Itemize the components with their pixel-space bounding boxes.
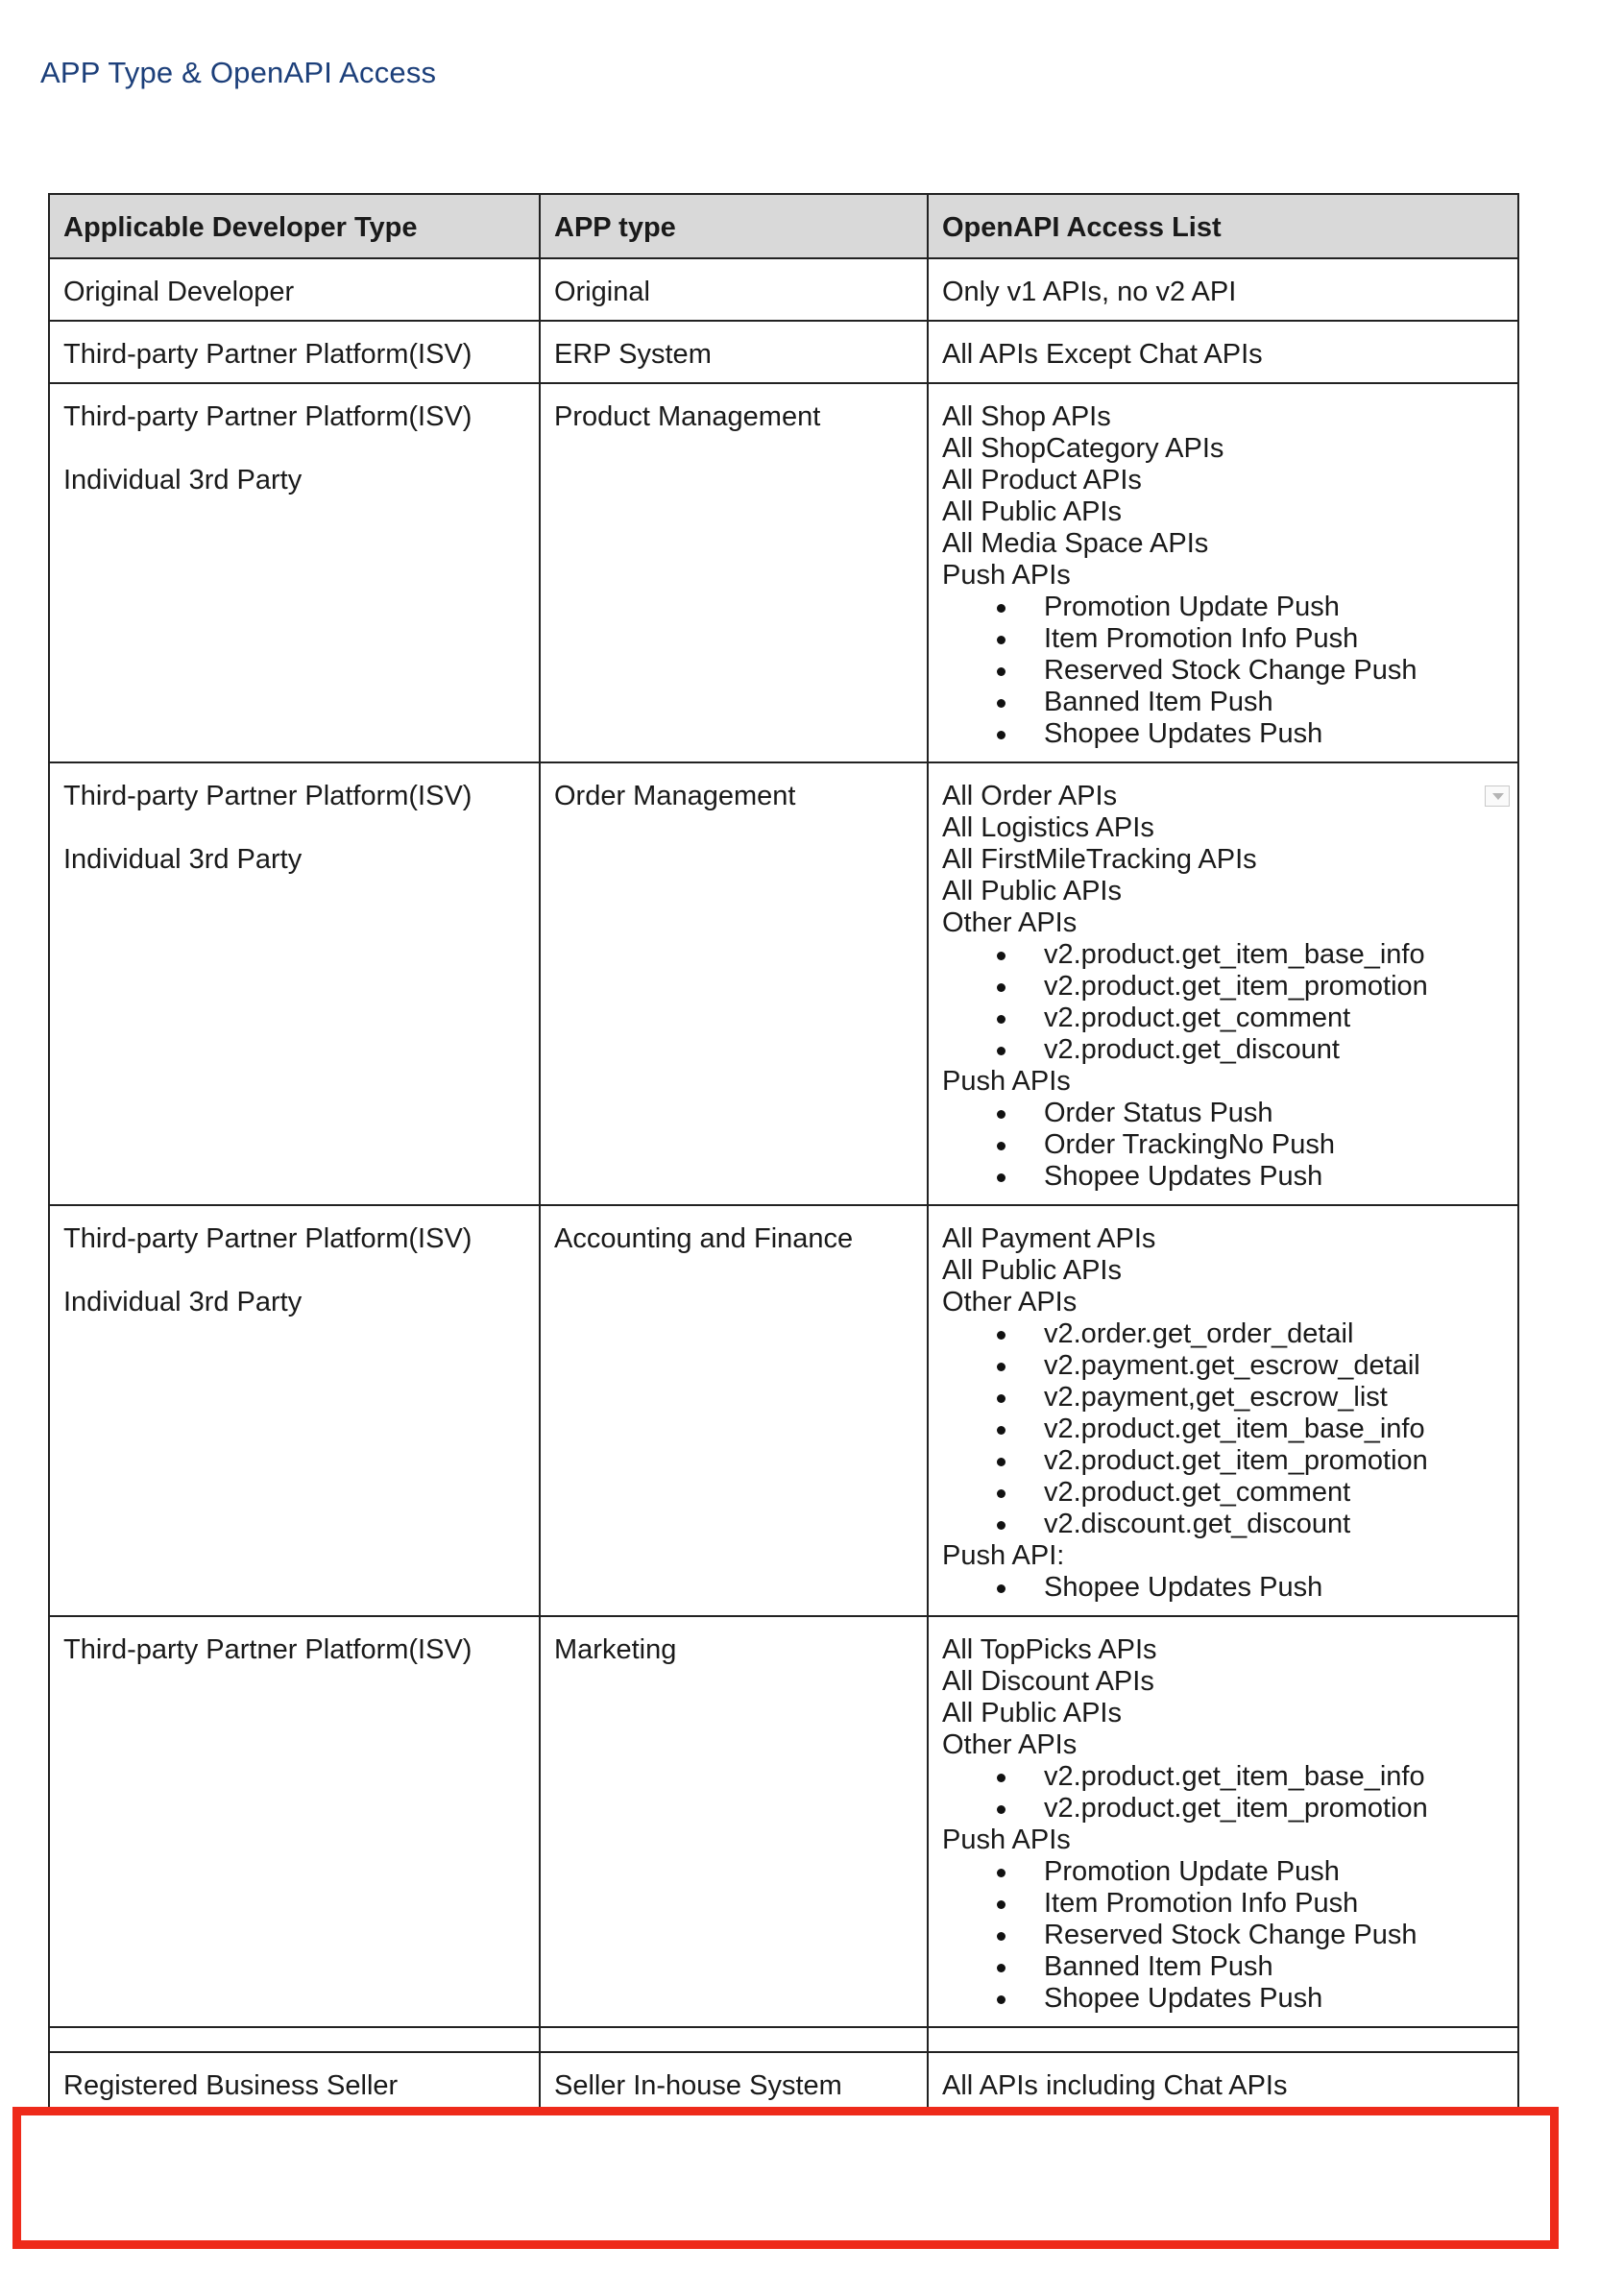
access-group: Other APIs — [942, 1287, 1078, 1317]
api-access-table — [48, 193, 1519, 2115]
app-type-cell: Accounting and Finance — [540, 1205, 928, 1616]
access-bullet-list — [942, 939, 1504, 1066]
table-row — [49, 762, 1518, 1205]
header-app-type: APP type — [540, 194, 928, 258]
access-bullet-list — [942, 1856, 1504, 2015]
access-bullet-list — [942, 1098, 1504, 1193]
table-row — [49, 321, 1518, 383]
access-bullet-item: Banned Item Push — [1044, 1951, 1504, 1983]
access-bullet-item: Shopee Updates Push — [1044, 1161, 1504, 1193]
access-bullet-item: v2.product.get_item_promotion — [1044, 1445, 1504, 1477]
table-header-row — [49, 194, 1518, 258]
access-group: Push APIs — [942, 1066, 1071, 1097]
access-group: Push APIs — [942, 560, 1071, 591]
developer-type: Registered Business Seller — [63, 2070, 399, 2101]
access-group: All TopPicks APIs — [942, 1634, 1157, 1665]
access-bullet-item: v2.discount.get_discount — [1044, 1509, 1504, 1540]
access-bullet-item: Promotion Update Push — [1044, 1856, 1504, 1888]
developer-type-cell — [49, 258, 540, 321]
access-bullet-item: v2.product.get_comment — [1044, 1477, 1504, 1509]
developer-type: Third-party Partner Platform(ISV) — [63, 1634, 472, 1665]
access-group: All Order APIs — [942, 781, 1118, 811]
developer-type-cell — [49, 1616, 540, 2027]
access-group: All Media Space APIs — [942, 528, 1209, 559]
access-group: All Public APIs — [942, 876, 1122, 906]
access-group: Other APIs — [942, 907, 1078, 938]
spacer-cell — [540, 2027, 928, 2052]
developer-type: Original Developer — [63, 277, 295, 307]
access-list-cell — [928, 383, 1518, 762]
access-group: All ShopCategory APIs — [942, 433, 1224, 464]
access-bullet-item: Reserved Stock Change Push — [1044, 655, 1504, 687]
page-title: APP Type & OpenAPI Access — [40, 56, 437, 89]
app-type-cell: Original — [540, 258, 928, 321]
access-bullet-item: v2.order.get_order_detail — [1044, 1318, 1504, 1350]
developer-type-cell — [49, 2052, 540, 2115]
app-type-cell: ERP System — [540, 321, 928, 383]
access-group: All Payment APIs — [942, 1223, 1156, 1254]
access-list-cell — [928, 2052, 1518, 2115]
access-bullet-item: Banned Item Push — [1044, 687, 1504, 718]
access-bullet-item: Shopee Updates Push — [1044, 1572, 1504, 1604]
developer-type-cell — [49, 1205, 540, 1616]
access-bullet-list — [942, 1318, 1504, 1540]
app-type-cell: Product Management — [540, 383, 928, 762]
access-bullet-item: v2.product.get_discount — [1044, 1034, 1504, 1066]
access-bullet-item: v2.payment.get_escrow_detail — [1044, 1350, 1504, 1382]
table-row — [49, 1616, 1518, 2027]
highlight-box — [12, 2107, 1559, 2249]
developer-type-cell — [49, 383, 540, 762]
access-list-cell — [928, 321, 1518, 383]
developer-type: Individual 3rd Party — [63, 465, 303, 495]
access-bullet-list — [942, 1572, 1504, 1604]
access-group: All FirstMileTracking APIs — [942, 844, 1257, 875]
access-group: All Product APIs — [942, 465, 1142, 495]
access-group: All Discount APIs — [942, 1666, 1154, 1697]
access-bullet-item: v2.payment,get_escrow_list — [1044, 1382, 1504, 1414]
access-list-cell — [928, 762, 1518, 1205]
access-bullet-item: Item Promotion Info Push — [1044, 623, 1504, 655]
table-row — [49, 1205, 1518, 1616]
access-bullet-item: v2.product.get_item_promotion — [1044, 971, 1504, 1003]
table-row — [49, 383, 1518, 762]
access-bullet-item: v2.product.get_item_promotion — [1044, 1793, 1504, 1825]
header-developer-type: Applicable Developer Type — [49, 194, 540, 258]
developer-type: Third-party Partner Platform(ISV) — [63, 781, 472, 811]
access-group: All Public APIs — [942, 496, 1122, 527]
access-list-cell — [928, 258, 1518, 321]
access-group: All Shop APIs — [942, 401, 1111, 432]
access-group: All Logistics APIs — [942, 812, 1154, 843]
access-group: All APIs including Chat APIs — [942, 2070, 1288, 2101]
app-type-cell: Marketing — [540, 1616, 928, 2027]
access-bullet-item: v2.product.get_item_base_info — [1044, 939, 1504, 971]
developer-type: Individual 3rd Party — [63, 844, 303, 875]
access-bullet-item: v2.product.get_item_base_info — [1044, 1761, 1504, 1793]
dropdown-arrow-icon[interactable] — [1485, 785, 1510, 807]
developer-type: Third-party Partner Platform(ISV) — [63, 1223, 472, 1254]
app-type-cell: Seller In-house System — [540, 2052, 928, 2115]
developer-type: Individual 3rd Party — [63, 1287, 303, 1317]
table-row — [49, 2052, 1518, 2115]
developer-type: Third-party Partner Platform(ISV) — [63, 401, 472, 432]
access-bullet-item: v2.product.get_comment — [1044, 1003, 1504, 1034]
header-access-list: OpenAPI Access List — [928, 194, 1518, 258]
access-list-cell — [928, 1616, 1518, 2027]
access-bullet-item: v2.product.get_item_base_info — [1044, 1414, 1504, 1445]
access-group: Only v1 APIs, no v2 API — [942, 277, 1237, 307]
access-list-cell — [928, 1205, 1518, 1616]
developer-type: Third-party Partner Platform(ISV) — [63, 339, 472, 370]
access-bullet-item: Shopee Updates Push — [1044, 1983, 1504, 2015]
access-group: All Public APIs — [942, 1255, 1122, 1286]
access-group: All APIs Except Chat APIs — [942, 339, 1263, 370]
access-bullet-list — [942, 592, 1504, 750]
developer-type-cell — [49, 321, 540, 383]
access-group: Other APIs — [942, 1729, 1078, 1760]
access-group: Push APIs — [942, 1825, 1071, 1855]
developer-type-cell — [49, 762, 540, 1205]
access-group: All Public APIs — [942, 1698, 1122, 1728]
spacer-cell — [928, 2027, 1518, 2052]
access-bullet-item: Order TrackingNo Push — [1044, 1129, 1504, 1161]
table-row — [49, 258, 1518, 321]
access-bullet-item: Promotion Update Push — [1044, 592, 1504, 623]
access-bullet-item: Item Promotion Info Push — [1044, 1888, 1504, 1920]
app-type-cell: Order Management — [540, 762, 928, 1205]
access-bullet-item: Reserved Stock Change Push — [1044, 1920, 1504, 1951]
access-bullet-item: Shopee Updates Push — [1044, 718, 1504, 750]
access-bullet-item: Order Status Push — [1044, 1098, 1504, 1129]
access-bullet-list — [942, 1761, 1504, 1825]
access-group: Push API: — [942, 1540, 1065, 1571]
table-spacer-row — [49, 2027, 1518, 2052]
spacer-cell — [49, 2027, 540, 2052]
